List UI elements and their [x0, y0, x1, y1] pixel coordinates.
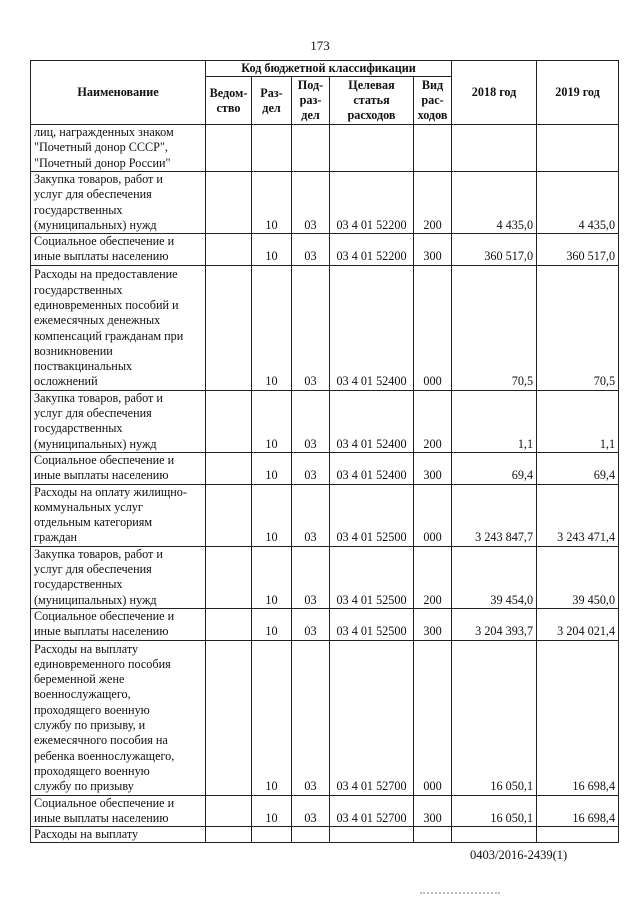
document-code: 0403/2016-2439(1): [470, 848, 568, 862]
row-amount-2019: [537, 125, 619, 172]
row-podrazdel: 03: [292, 265, 330, 390]
row-name: Закупка товаров, работ и услуг для обеспечения государственных (муниципальных) нужд: [31, 172, 206, 234]
table-row: [31, 125, 619, 172]
row-razdel: 10: [252, 452, 292, 484]
header-vedomstvo: Ведом- ство: [206, 77, 252, 125]
header-podrazdel: Под- раз- дел: [292, 77, 330, 125]
row-amount-2018: 16 050,1: [452, 640, 537, 795]
row-vedomstvo: [206, 452, 252, 484]
row-target-article: [330, 125, 414, 172]
row-amount-2019: 39 450,0: [537, 546, 619, 608]
row-amount-2018: 70,5: [452, 265, 537, 390]
row-expense-type: 200: [414, 172, 452, 234]
row-vedomstvo: [206, 390, 252, 452]
row-target-article: 03 4 01 52500: [330, 608, 414, 640]
row-amount-2019: [537, 827, 619, 843]
row-vedomstvo: [206, 640, 252, 795]
row-amount-2018: 3 204 393,7: [452, 608, 537, 640]
row-razdel: 10: [252, 546, 292, 608]
row-razdel: 10: [252, 640, 292, 795]
row-razdel: 10: [252, 265, 292, 390]
row-razdel: 10: [252, 608, 292, 640]
row-podrazdel: [292, 125, 330, 172]
row-name: Закупка товаров, работ и услуг для обеспечения государственных (муниципальных) нужд: [31, 390, 206, 452]
row-target-article: 03 4 01 52500: [330, 484, 414, 546]
row-target-article: 03 4 01 52700: [330, 795, 414, 827]
header-2019: 2019 год: [537, 61, 619, 125]
row-expense-type: 300: [414, 234, 452, 266]
row-expense-type: 000: [414, 265, 452, 390]
table-row: [31, 640, 619, 795]
table-row: [31, 265, 619, 390]
row-target-article: 03 4 01 52400: [330, 452, 414, 484]
table-row: [31, 608, 619, 640]
row-amount-2019: 360 517,0: [537, 234, 619, 266]
row-razdel: [252, 125, 292, 172]
row-amount-2018: 16 050,1: [452, 795, 537, 827]
row-amount-2019: 1,1: [537, 390, 619, 452]
row-amount-2018: 3 243 847,7: [452, 484, 537, 546]
row-expense-type: [414, 125, 452, 172]
scan-artifact: [420, 892, 500, 897]
table-row: [31, 546, 619, 608]
row-target-article: 03 4 01 52500: [330, 546, 414, 608]
row-razdel: [252, 827, 292, 843]
row-name: Социальное обеспечение и иные выплаты населению: [31, 608, 206, 640]
row-amount-2018: [452, 827, 537, 843]
table-row: [31, 234, 619, 266]
row-razdel: 10: [252, 484, 292, 546]
row-name: Социальное обеспечение и иные выплаты населению: [31, 795, 206, 827]
row-vedomstvo: [206, 484, 252, 546]
row-expense-type: 300: [414, 452, 452, 484]
row-podrazdel: 03: [292, 640, 330, 795]
row-podrazdel: [292, 827, 330, 843]
header-razdel: Раз- дел: [252, 77, 292, 125]
row-expense-type: 000: [414, 484, 452, 546]
row-razdel: 10: [252, 172, 292, 234]
row-target-article: 03 4 01 52200: [330, 234, 414, 266]
row-name: Социальное обеспечение и иные выплаты населению: [31, 234, 206, 266]
row-amount-2019: 69,4: [537, 452, 619, 484]
row-expense-type: 200: [414, 546, 452, 608]
row-name: лиц, награжденных знаком "Почетный донор СССР", "Почетный донор России": [31, 125, 206, 172]
row-podrazdel: 03: [292, 484, 330, 546]
row-amount-2018: 69,4: [452, 452, 537, 484]
row-amount-2018: 360 517,0: [452, 234, 537, 266]
page-number: 173: [310, 38, 330, 53]
table-row: [31, 484, 619, 546]
row-expense-type: 200: [414, 390, 452, 452]
row-amount-2018: 1,1: [452, 390, 537, 452]
row-name: Расходы на предоставление государственных единовременных пособий и ежемесячных денежных компенсаций гражданам при возникновении поствакцинальных осложнений: [31, 265, 206, 390]
row-razdel: 10: [252, 795, 292, 827]
row-name: Расходы на выплату: [31, 827, 206, 843]
row-target-article: [330, 827, 414, 843]
row-razdel: 10: [252, 390, 292, 452]
table-row: [31, 827, 619, 843]
row-expense-type: [414, 827, 452, 843]
row-target-article: 03 4 01 52400: [330, 390, 414, 452]
header-name: Наименование: [31, 61, 206, 125]
row-expense-type: 000: [414, 640, 452, 795]
row-razdel: 10: [252, 234, 292, 266]
row-amount-2018: 39 454,0: [452, 546, 537, 608]
row-amount-2019: 4 435,0: [537, 172, 619, 234]
row-target-article: 03 4 01 52400: [330, 265, 414, 390]
row-podrazdel: 03: [292, 234, 330, 266]
row-podrazdel: 03: [292, 608, 330, 640]
row-podrazdel: 03: [292, 452, 330, 484]
table-row: [31, 390, 619, 452]
row-vedomstvo: [206, 795, 252, 827]
row-amount-2018: [452, 125, 537, 172]
row-target-article: 03 4 01 52700: [330, 640, 414, 795]
row-podrazdel: 03: [292, 172, 330, 234]
header-code-group: Код бюджетной классификации: [206, 61, 452, 77]
budget-table: [30, 60, 619, 843]
header-target-article: Целевая статья расходов: [330, 77, 414, 125]
row-vedomstvo: [206, 172, 252, 234]
row-name: Расходы на оплату жилищно- коммунальных услуг отдельным категориям граждан: [31, 484, 206, 546]
row-vedomstvo: [206, 265, 252, 390]
row-vedomstvo: [206, 827, 252, 843]
row-expense-type: 300: [414, 795, 452, 827]
row-name: Социальное обеспечение и иные выплаты населению: [31, 452, 206, 484]
row-vedomstvo: [206, 234, 252, 266]
header-expense-type: Вид рас- ходов: [414, 77, 452, 125]
table-row: [31, 795, 619, 827]
row-amount-2018: 4 435,0: [452, 172, 537, 234]
row-name: Закупка товаров, работ и услуг для обеспечения государственных (муниципальных) нужд: [31, 546, 206, 608]
header-2018: 2018 год: [452, 61, 537, 125]
row-amount-2019: 70,5: [537, 265, 619, 390]
table-row: [31, 452, 619, 484]
row-amount-2019: 16 698,4: [537, 640, 619, 795]
row-vedomstvo: [206, 546, 252, 608]
row-vedomstvo: [206, 125, 252, 172]
row-name: Расходы на выплату единовременного пособия беременной жене военнослужащего, проходящего военную службу по призыву, и ежемесячного пособия на ребенка военнослужащего, проходящего военную службу по призыву: [31, 640, 206, 795]
row-expense-type: 300: [414, 608, 452, 640]
row-amount-2019: 16 698,4: [537, 795, 619, 827]
row-amount-2019: 3 243 471,4: [537, 484, 619, 546]
row-target-article: 03 4 01 52200: [330, 172, 414, 234]
row-podrazdel: 03: [292, 546, 330, 608]
row-podrazdel: 03: [292, 795, 330, 827]
row-amount-2019: 3 204 021,4: [537, 608, 619, 640]
table-row: [31, 172, 619, 234]
row-vedomstvo: [206, 608, 252, 640]
row-podrazdel: 03: [292, 390, 330, 452]
